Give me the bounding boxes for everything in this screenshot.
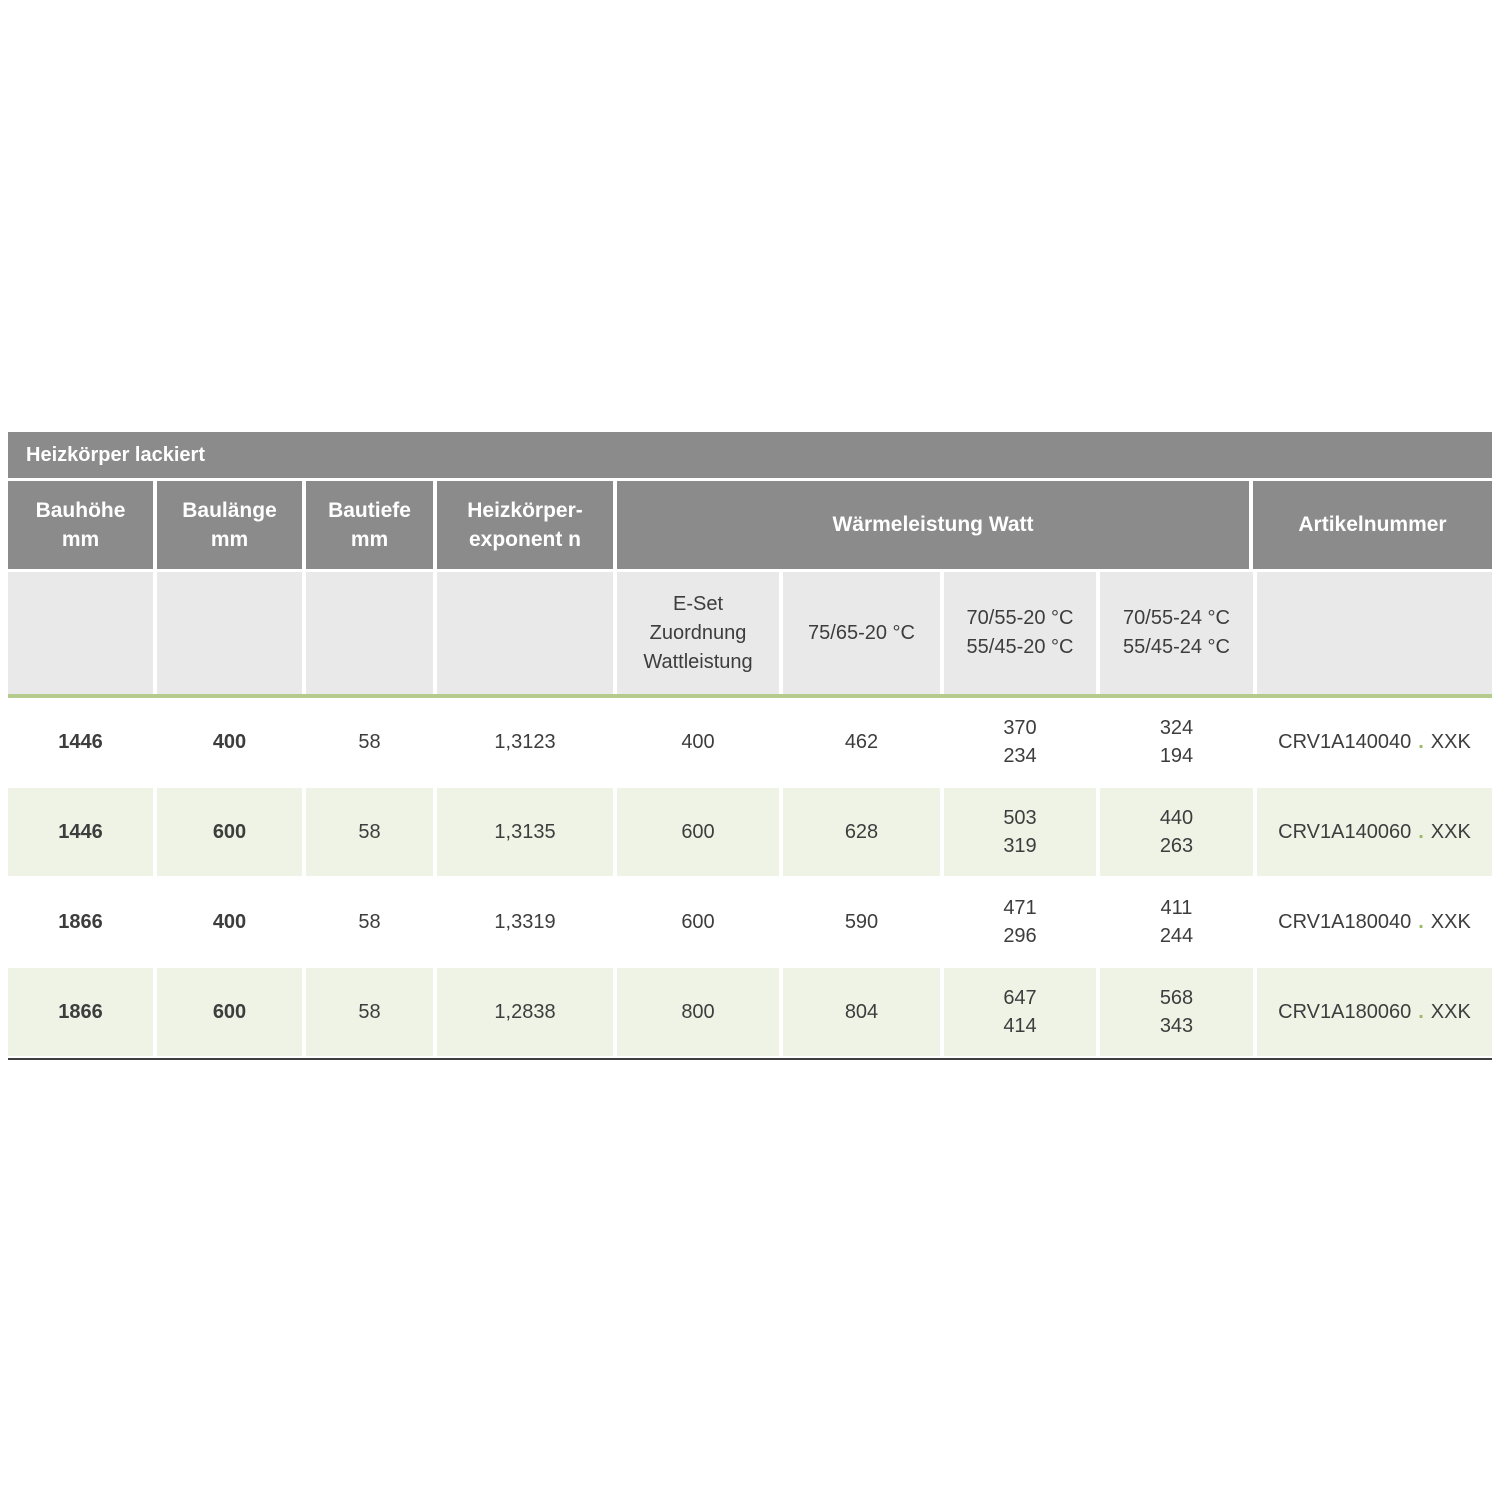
subheader-spacer bbox=[306, 572, 433, 694]
header-label: Bauhöhe bbox=[35, 498, 126, 522]
subheader-temp-7055-24 bbox=[1100, 572, 1253, 694]
watt-value: 647 bbox=[1003, 987, 1037, 1009]
table-row bbox=[8, 968, 1492, 1056]
watt-value: 440 bbox=[1159, 807, 1194, 829]
watt-value: 471 bbox=[1003, 897, 1037, 919]
cell-exponent: 1,3123 bbox=[437, 698, 613, 786]
cell-bauhoehe: 1866 bbox=[8, 968, 153, 1056]
watt-value: 343 bbox=[1159, 1015, 1194, 1037]
subheader-label: E-Set bbox=[672, 592, 724, 615]
cell-watt-7055-20 bbox=[944, 878, 1096, 966]
cell-exponent: 1,3319 bbox=[437, 878, 613, 966]
cell-bautiefe: 58 bbox=[306, 788, 433, 876]
watt-value: 296 bbox=[1003, 925, 1037, 947]
artikel-suffix: XXK bbox=[1430, 1001, 1471, 1023]
artikel-suffix: XXK bbox=[1430, 821, 1471, 843]
subheader-temp-7055-20 bbox=[944, 572, 1096, 694]
subheader-eset bbox=[617, 572, 779, 694]
watt-value: 263 bbox=[1159, 835, 1194, 857]
artikel-separator-dot: . bbox=[1418, 821, 1424, 843]
subheader-label: 70/55-20 °C bbox=[966, 607, 1074, 629]
header-label: exponent n bbox=[468, 528, 581, 551]
header-waermeleistung bbox=[617, 481, 1249, 569]
cell-watt-7055-20 bbox=[944, 698, 1096, 786]
artikel-code: CRV1A180040 bbox=[1278, 911, 1412, 933]
artikel-separator-dot: . bbox=[1418, 731, 1424, 753]
cell-baulaenge: 600 bbox=[157, 968, 302, 1056]
cell-eset-watt: 600 bbox=[617, 878, 779, 966]
cell-watt-7055-24 bbox=[1100, 878, 1253, 966]
watt-value: 370 bbox=[1003, 717, 1037, 739]
subheader-spacer bbox=[437, 572, 613, 694]
header-unit: mm bbox=[61, 528, 100, 551]
watt-value: 568 bbox=[1159, 987, 1194, 1009]
cell-watt-7055-24 bbox=[1100, 968, 1253, 1056]
table-subheader-row bbox=[8, 572, 1492, 694]
cell-watt-7055-20 bbox=[944, 788, 1096, 876]
cell-watt-7565: 590 bbox=[783, 878, 940, 966]
header-bautiefe bbox=[306, 481, 433, 569]
cell-watt-7055-20 bbox=[944, 968, 1096, 1056]
watt-value: 319 bbox=[1003, 835, 1037, 857]
subheader-label: 70/55-24 °C bbox=[1123, 607, 1230, 629]
cell-baulaenge: 400 bbox=[157, 698, 302, 786]
cell-baulaenge: 400 bbox=[157, 878, 302, 966]
header-label: Wärmeleistung Watt bbox=[832, 513, 1034, 537]
watt-value: 324 bbox=[1159, 717, 1194, 739]
table-title: Heizkörper lackiert bbox=[26, 443, 205, 466]
cell-exponent: 1,3135 bbox=[437, 788, 613, 876]
watt-value: 194 bbox=[1159, 745, 1194, 767]
artikel-separator-dot: . bbox=[1418, 1001, 1424, 1023]
header-artikelnummer bbox=[1253, 481, 1492, 569]
cell-bautiefe: 58 bbox=[306, 698, 433, 786]
subheader-label: Zuordnung bbox=[649, 621, 747, 644]
subheader-spacer bbox=[1257, 572, 1492, 694]
cell-artikelnummer bbox=[1257, 698, 1492, 786]
artikel-code: CRV1A140060 bbox=[1278, 821, 1412, 843]
table-header-row bbox=[8, 481, 1492, 569]
table-row bbox=[8, 788, 1492, 876]
watt-value: 503 bbox=[1003, 807, 1037, 829]
cell-bauhoehe: 1446 bbox=[8, 788, 153, 876]
cell-exponent: 1,2838 bbox=[437, 968, 613, 1056]
watt-value: 411 bbox=[1160, 897, 1193, 919]
cell-baulaenge: 600 bbox=[157, 788, 302, 876]
artikel-suffix: XXK bbox=[1430, 911, 1471, 933]
subheader-spacer bbox=[8, 572, 153, 694]
cell-artikelnummer bbox=[1257, 968, 1492, 1056]
cell-eset-watt: 600 bbox=[617, 788, 779, 876]
header-label: Bautiefe bbox=[328, 498, 411, 522]
subheader-label: 55/45-20 °C bbox=[966, 636, 1074, 658]
artikel-code: CRV1A180060 bbox=[1278, 1001, 1412, 1023]
artikel-separator-dot: . bbox=[1418, 911, 1424, 933]
cell-watt-7565: 628 bbox=[783, 788, 940, 876]
cell-artikelnummer bbox=[1257, 878, 1492, 966]
watt-value: 244 bbox=[1159, 925, 1194, 947]
header-baulaenge bbox=[157, 481, 302, 569]
cell-watt-7055-24 bbox=[1100, 788, 1253, 876]
header-label: Baulänge bbox=[182, 498, 277, 522]
table-row bbox=[8, 698, 1492, 786]
header-unit: mm bbox=[350, 528, 389, 551]
cell-bautiefe: 58 bbox=[306, 968, 433, 1056]
subheader-label: Wattleistung bbox=[643, 650, 753, 673]
table-row bbox=[8, 878, 1492, 966]
cell-artikelnummer bbox=[1257, 788, 1492, 876]
header-label: Heizkörper- bbox=[467, 498, 583, 522]
cell-watt-7565: 462 bbox=[783, 698, 940, 786]
cell-eset-watt: 800 bbox=[617, 968, 779, 1056]
cell-bauhoehe: 1446 bbox=[8, 698, 153, 786]
subheader-temp-7565 bbox=[783, 572, 940, 694]
cell-watt-7565: 804 bbox=[783, 968, 940, 1056]
cell-bautiefe: 58 bbox=[306, 878, 433, 966]
header-exponent bbox=[437, 481, 613, 569]
cell-watt-7055-24 bbox=[1100, 698, 1253, 786]
cell-eset-watt: 400 bbox=[617, 698, 779, 786]
artikel-suffix: XXK bbox=[1430, 731, 1471, 753]
watt-value: 234 bbox=[1003, 745, 1037, 767]
header-unit: mm bbox=[210, 528, 249, 551]
watt-value: 414 bbox=[1003, 1015, 1037, 1037]
product-spec-table bbox=[8, 432, 1492, 1060]
cell-bauhoehe: 1866 bbox=[8, 878, 153, 966]
artikel-code: CRV1A140040 bbox=[1278, 731, 1412, 753]
subheader-spacer bbox=[157, 572, 302, 694]
subheader-label: 75/65-20 °C bbox=[808, 621, 915, 644]
table-title-bar bbox=[8, 432, 1492, 478]
subheader-label: 55/45-24 °C bbox=[1123, 636, 1230, 658]
table-bottom-border bbox=[8, 1058, 1492, 1060]
header-bauhoehe bbox=[8, 481, 153, 569]
header-label: Artikelnummer bbox=[1298, 513, 1447, 537]
